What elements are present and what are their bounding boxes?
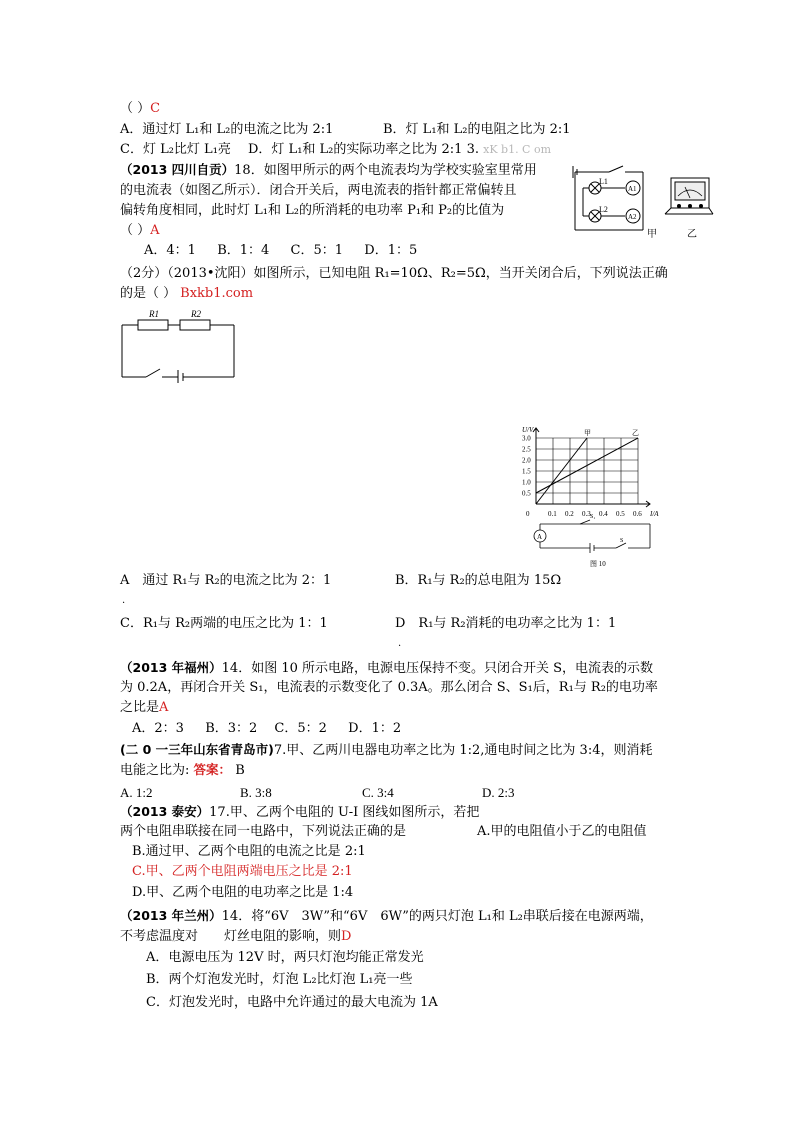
graph-ylabel: U/V bbox=[522, 426, 534, 434]
q5-answer: B bbox=[235, 763, 245, 778]
graph-xlabel: I/A bbox=[650, 510, 659, 518]
q2-line3: 偏转角度相同，此时灯 L₁和 L₂的所消耗的电功率 P₁和 P₂的比值为 bbox=[120, 203, 505, 218]
q1-option-d: D．灯 L₁和 L₂的实际功率之比为 2:1 3. bbox=[248, 142, 479, 157]
q6-line2: 两个电阻串联接在同一电路中，下列说法正确的是 A.甲的电阻值小于乙的电阻值 bbox=[120, 824, 647, 839]
q1-options-cd bbox=[120, 141, 551, 159]
q1-option-c: C．灯 L₂比灯 L₁亮 bbox=[120, 142, 231, 157]
graph-ammeter-label: A bbox=[537, 533, 543, 541]
q3-watermark: Bxkb1.com bbox=[180, 286, 254, 301]
q1-watermark: xK b1. C om bbox=[483, 143, 552, 156]
q7-line1: （2013 年兰州）14．将“6V 3W”和“6V 6W”的两只灯泡 L₁和 L₂串联后接在电源两端， bbox=[120, 908, 653, 924]
q2-answer-line: （ ）A bbox=[120, 223, 160, 238]
x-tick-label: 0 bbox=[526, 510, 530, 518]
q2-lamp-l2-label: L2 bbox=[599, 205, 608, 214]
q1-option-a: A．通过灯 L₁和 L₂的电流之比为 2:1 bbox=[120, 122, 334, 137]
q2-source: （2013 四川自贡） bbox=[120, 162, 235, 177]
q2-label-jia: 甲 bbox=[647, 229, 657, 240]
y-tick-label: 0.5 bbox=[522, 489, 531, 498]
q6-line1: （2013 泰安）17.甲、乙两个电阻的 U-I 图线如图所示，若把 bbox=[120, 804, 480, 820]
q7-option-b: B．两个灯泡发光时，灯泡 L₂比灯泡 L₁亮一些 bbox=[146, 972, 413, 987]
q1-answer: C bbox=[150, 101, 161, 116]
q3-circuit-figure bbox=[118, 305, 240, 383]
x-tick-label: 0.5 bbox=[616, 510, 625, 518]
q2-lamp-l1-label: L1 bbox=[599, 177, 608, 186]
q4-answer: A bbox=[159, 700, 169, 715]
q5-line2: 电能之比为: 答案： B bbox=[120, 762, 245, 778]
q5-line1: (二 0 一三年山东省青岛市)7.甲、乙两川电器电功率之比为 1:2,通电时间之比为 3:4，则消耗 bbox=[120, 742, 653, 758]
q1-answer-line: （ ）C bbox=[120, 101, 161, 116]
q6-option-d: D.甲、乙两个电阻的电功率之比是 1:4 bbox=[132, 885, 354, 900]
q5-option-c: C. 3:4 bbox=[362, 785, 394, 800]
q2-options: A．4：1 B．1：4 C．5：1 D．1：5 bbox=[144, 243, 418, 258]
q6-source: （2013 泰安） bbox=[120, 804, 210, 819]
q3-r2-label: R2 bbox=[191, 309, 201, 319]
graph-label-jia: 甲 bbox=[584, 429, 591, 437]
q3-dot-d: . bbox=[398, 638, 402, 649]
graph-caption: 图 10 bbox=[590, 560, 606, 568]
y-tick-label: 3.0 bbox=[522, 434, 531, 443]
q4-line3: 之比是A bbox=[120, 700, 169, 715]
q2-answer: A bbox=[150, 223, 160, 238]
q5-answer-label: 答案： bbox=[193, 762, 232, 777]
q1-option-b: B．灯 L₁和 L₂的电阻之比为 2:1 bbox=[383, 122, 571, 137]
y-tick-label: 1.0 bbox=[522, 478, 531, 487]
q6-option-c: C.甲、乙两个电阻两端电压之比是 2:1 bbox=[132, 864, 353, 879]
q2-line1: （2013 四川自贡）18．如图甲所示的两个电流表均为学校实验室里常用 bbox=[120, 162, 537, 178]
q6-option-a: A.甲的电阻值小于乙的电阻值 bbox=[477, 824, 647, 839]
x-tick-label: 0.2 bbox=[565, 510, 574, 518]
q4-line1: （2013 年福州）14．如图 10 所示电路，电源电压保持不变。只闭合开关 S，电流表的示数 bbox=[120, 660, 654, 676]
x-tick-label: 0.6 bbox=[633, 510, 642, 518]
q3-option-c: C．R₁与 R₂两端的电压之比为 1：1 bbox=[120, 616, 328, 631]
q7-option-a: A．电源电压为 12V 时，两只灯泡均能正常发光 bbox=[146, 950, 424, 965]
y-tick-label: 2.0 bbox=[522, 456, 531, 465]
q2-circuit-figure bbox=[565, 162, 715, 244]
q3-line2: 的是（ ） Bxkb1.com bbox=[120, 286, 254, 301]
q2-line2: 的电流表（如图乙所示）．闭合开关后，两电流表的指针都正常偏转且 bbox=[120, 183, 517, 198]
ui-graph-figure bbox=[520, 424, 660, 582]
y-tick-label: 1.5 bbox=[522, 467, 531, 476]
q5-source: (二 0 一三年山东省青岛市) bbox=[120, 742, 274, 757]
q3-dot-a: . bbox=[122, 595, 126, 606]
q3-line1: （2分）（2013•沈阳）如图所示，已知电阻 R₁=10Ω、R₂=5Ω，当开关闭合后，下列说法正确 bbox=[120, 266, 668, 281]
q3-options-ab bbox=[120, 572, 561, 590]
q3-option-b: B．R₁与 R₂的总电阻为 15Ω bbox=[395, 573, 562, 588]
q7-answer: D bbox=[341, 929, 352, 944]
graph-switch-s1: S₁ bbox=[590, 514, 596, 520]
q1-options-ab bbox=[120, 121, 571, 139]
q5-option-b: B. 3:8 bbox=[240, 785, 272, 800]
x-tick-label: 0.1 bbox=[548, 510, 557, 518]
q3-options-cd bbox=[120, 615, 616, 633]
q7-line2: 不考虑温度对 灯丝电阻的影响，则D bbox=[120, 929, 352, 944]
q2-label-yi: 乙 bbox=[687, 229, 697, 240]
x-tick-label: 0.3 bbox=[582, 510, 591, 518]
q3-option-d: D R₁与 R₂消耗的电功率之比为 1：1 bbox=[395, 616, 617, 631]
q5-option-a: A. 1:2 bbox=[120, 785, 153, 800]
q5-options bbox=[120, 784, 515, 802]
q4-line2: 为 0.2A，再闭合开关 S₁，电流表的示数变化了 0.3A。那么闭合 S、S₁后，R₁与 R₂的电功率 bbox=[120, 680, 658, 695]
q3-r1-label: R1 bbox=[149, 309, 159, 319]
q4-source: （2013 年福州） bbox=[120, 660, 222, 675]
q2-ammeter-a1-label: A1 bbox=[628, 185, 637, 193]
q6-option-b: B.通过甲、乙两个电阻的电流之比是 2:1 bbox=[132, 844, 366, 859]
y-tick-label: 2.5 bbox=[522, 445, 531, 454]
q4-options: A．2：3 B．3：2 C．5：2 D．1：2 bbox=[132, 721, 402, 736]
x-tick-label: 0.4 bbox=[599, 510, 608, 518]
q7-source: （2013 年兰州） bbox=[120, 908, 222, 923]
q3-option-a: A 通过 R₁与 R₂的电流之比为 2：1 bbox=[120, 573, 332, 588]
graph-switch-s: S bbox=[620, 538, 624, 544]
graph-label-yi: 乙 bbox=[632, 429, 639, 437]
q7-option-c: C．灯泡发光时，电路中允许通过的最大电流为 1A bbox=[146, 995, 438, 1010]
q5-option-d: D. 2:3 bbox=[482, 785, 515, 800]
q2-ammeter-a2-label: A2 bbox=[628, 213, 637, 221]
